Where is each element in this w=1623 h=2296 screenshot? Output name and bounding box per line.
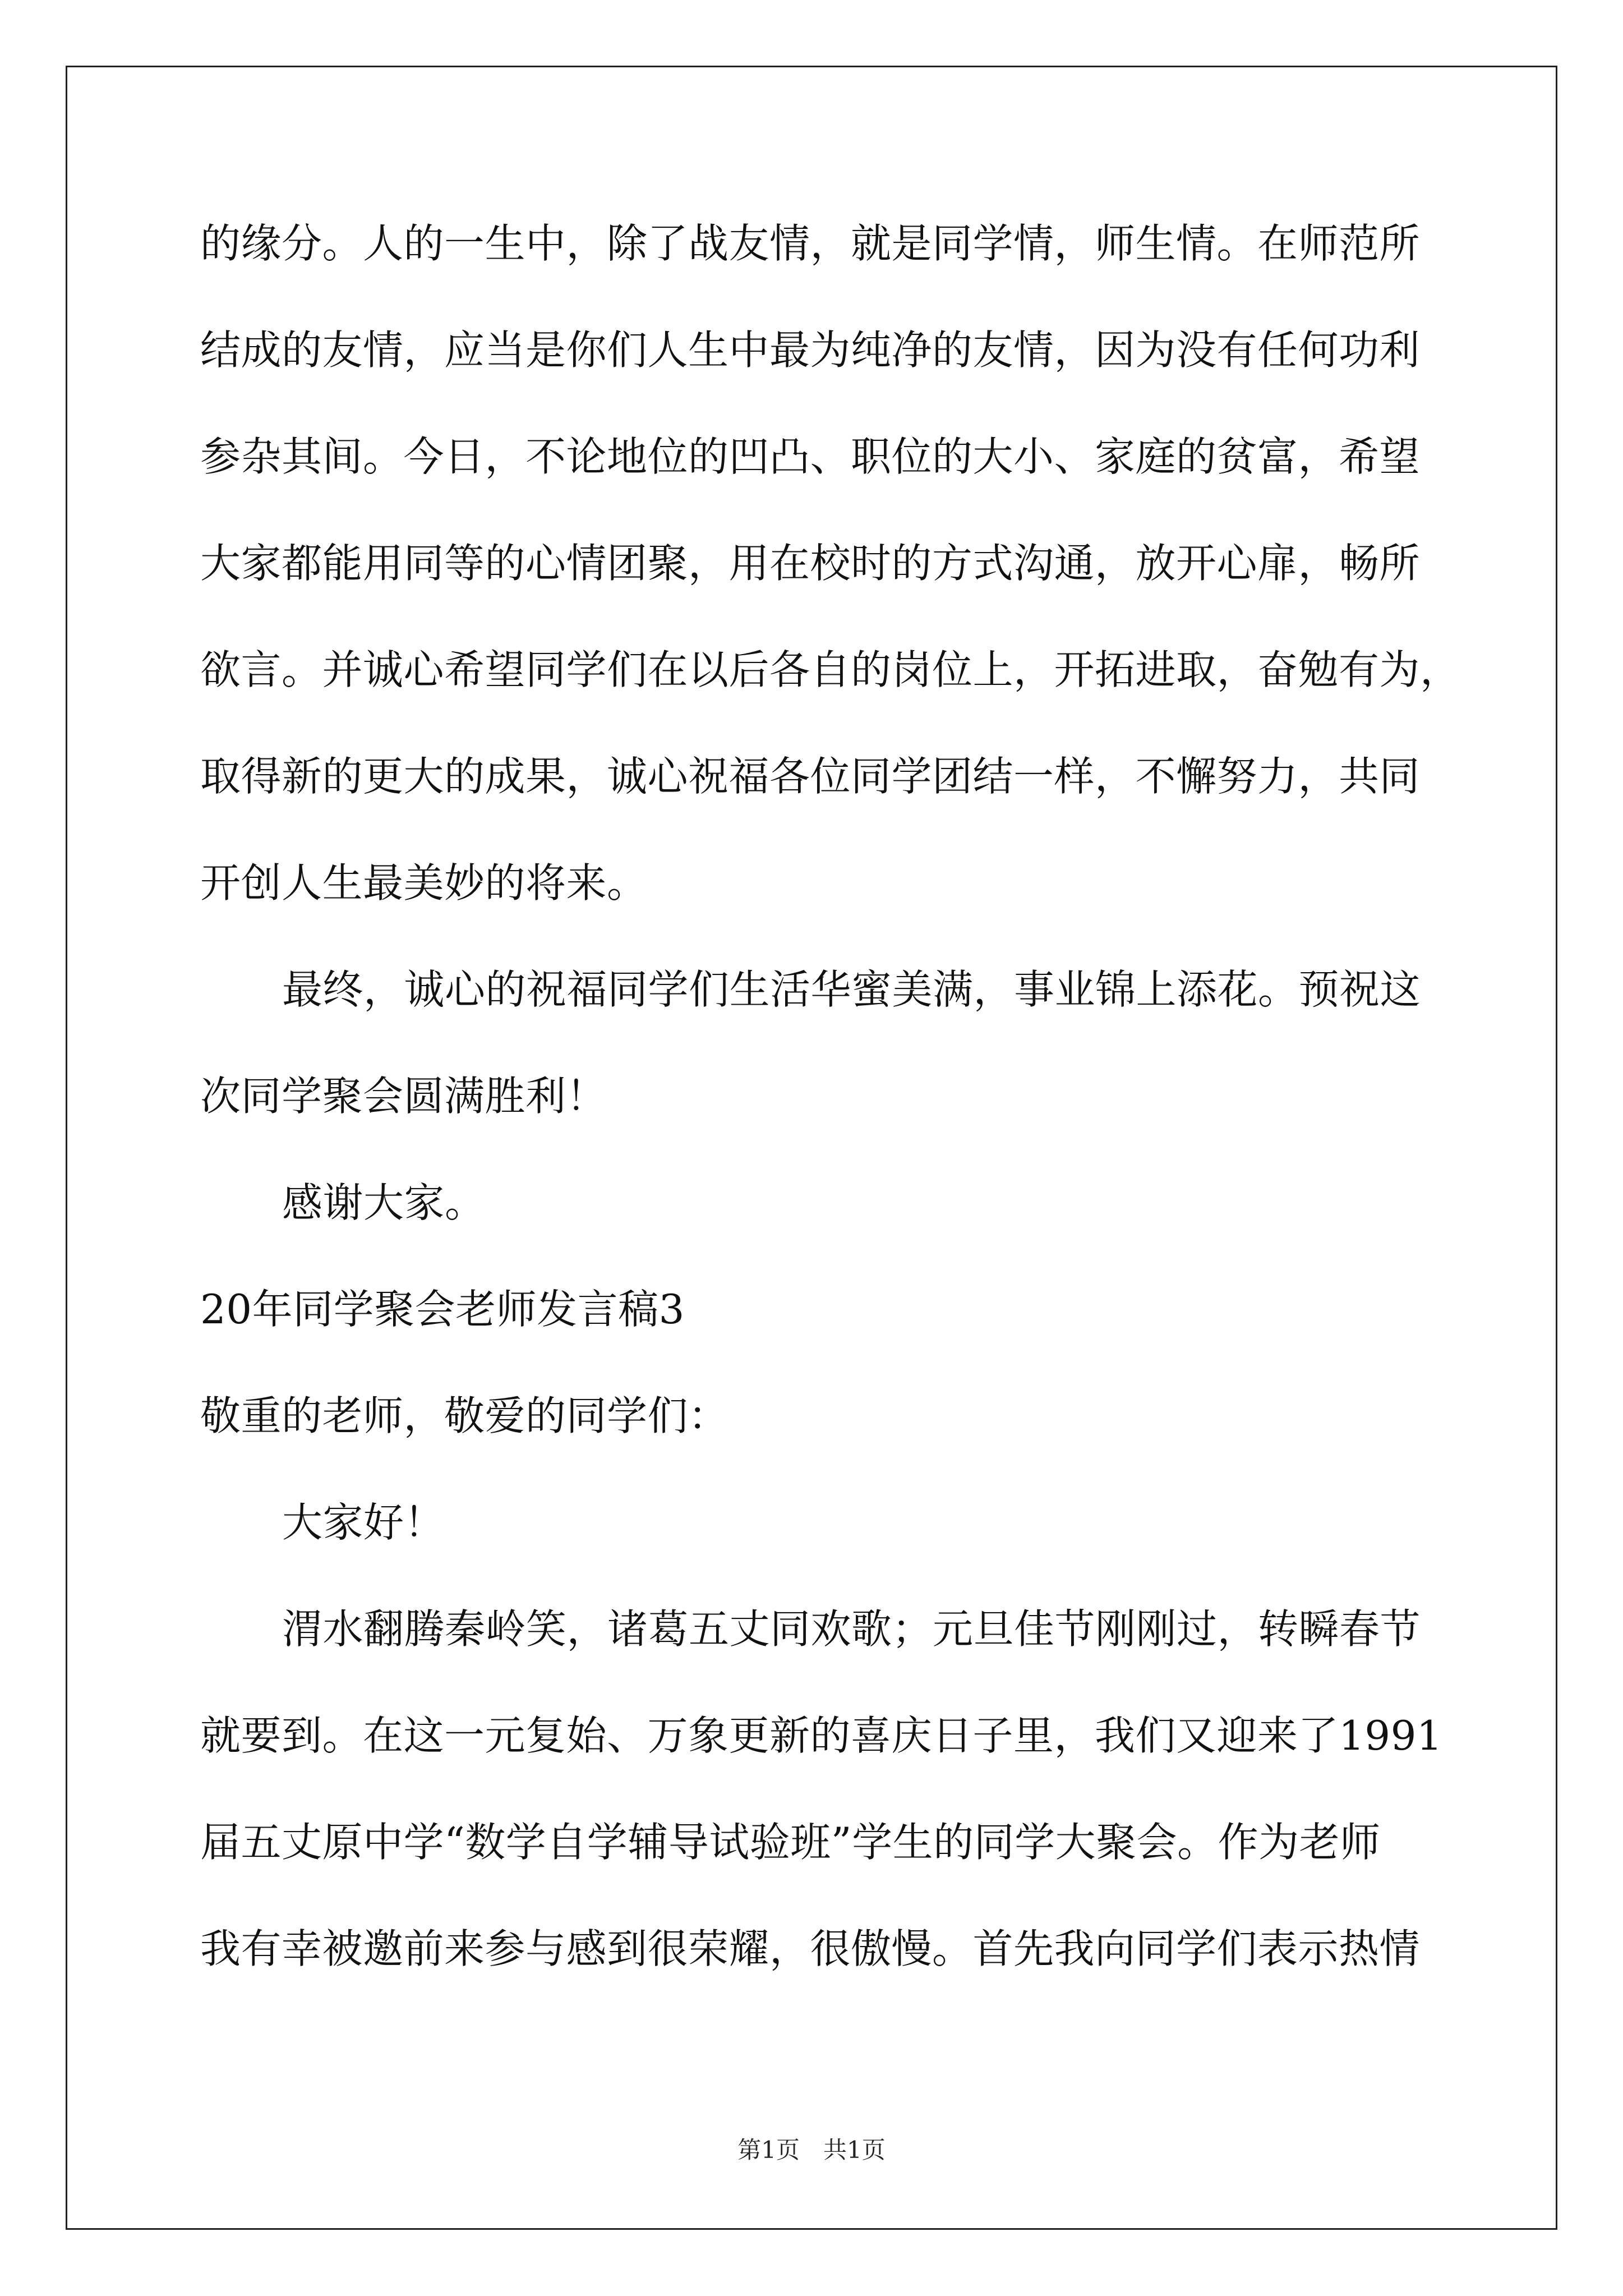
text-line: 取得新的更大的成果，诚心祝福各位同学团结一样，不懈努力，共同: [200, 753, 1421, 800]
paragraph-start-line: 最终，诚心的祝福同学们生活华蜜美满，事业锦上添花。预祝这: [282, 966, 1421, 1013]
closing-line: 感谢大家。: [282, 1179, 486, 1226]
text-line: 大家都能用同等的心情团聚，用在校时的方式沟通，放开心扉，畅所: [200, 540, 1421, 587]
text-line: 届五丈原中学“数学自学辅导试验班”学生的同学大聚会。作为老师: [200, 1819, 1381, 1866]
page-border: [66, 66, 1557, 2230]
text-line: 参杂其间。今日，不论地位的凹凸、职位的大小、家庭的贫富，希望: [200, 433, 1421, 480]
text-line: 的缘分。人的一生中，除了战友情，就是同学情，师生情。在师范所: [200, 220, 1421, 267]
text-line: 欲言。并诚心希望同学们在以后各自的岗位上，开拓进取，奋勉有为，: [200, 646, 1461, 693]
text-line: 就要到。在这一元复始、万象更新的喜庆日子里，我们又迎来了1991: [200, 1712, 1443, 1759]
paragraph-start-line: 渭水翻腾秦岭笑，诸葛五丈同欢歌；元旦佳节刚刚过，转瞬春节: [282, 1605, 1421, 1653]
text-line: 开创人生最美妙的将来。: [200, 859, 648, 907]
text-line: 结成的友情，应当是你们人生中最为纯净的友情，因为没有任何功利: [200, 326, 1421, 374]
greeting-line: 大家好！: [282, 1499, 445, 1546]
text-line: 我有幸被邀前来参与感到很荣耀，很傲慢。首先我向同学们表示热情: [200, 1925, 1421, 1972]
text-line: 次同学聚会圆满胜利！: [200, 1073, 607, 1120]
salutation-line: 敬重的老师，敬爱的同学们：: [200, 1392, 729, 1439]
section-heading: 20年同学聚会老师发言稿3: [200, 1286, 685, 1333]
page-footer: 第1页 共1页: [737, 2136, 886, 2164]
